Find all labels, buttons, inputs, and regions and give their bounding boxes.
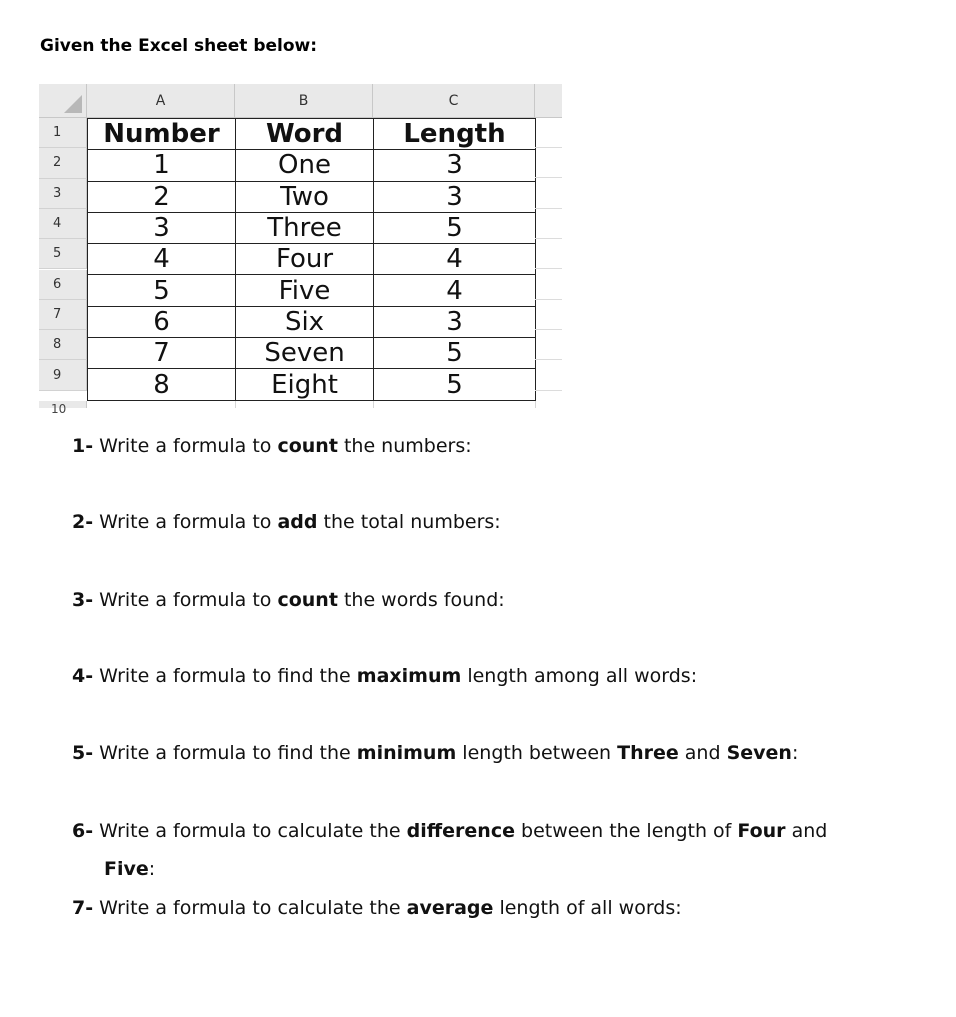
table-row [88,338,536,369]
question-6: 6- Write a formula to calculate the difference between the length of Four and Five: [72,820,828,880]
cell-word[interactable]: Six [236,306,374,337]
row-header: 9 [39,360,87,390]
select-all-triangle-icon [64,95,82,113]
cell-number[interactable]: 3 [88,212,236,243]
header-cell-word[interactable]: Word [236,119,374,150]
cell-length[interactable]: 5 [374,212,536,243]
column-header-c: C [373,84,535,118]
row-header: 6 [39,270,87,300]
question-5: 5- Write a formula to find the minimum length between Three and Seven: [72,742,799,764]
excel-sheet [39,84,562,416]
column-header-a: A [87,84,235,118]
cell-number[interactable]: 6 [88,306,236,337]
cell-length[interactable]: 4 [374,275,536,306]
question-1: 1- Write a formula to count the numbers: [72,435,472,457]
row-header: 8 [39,330,87,360]
row-header: 3 [39,179,87,209]
cell-number[interactable]: 8 [88,369,236,400]
table-row [88,212,536,243]
select-all-corner [39,84,87,118]
cell-number[interactable]: 5 [88,275,236,306]
cell-number[interactable]: 4 [88,244,236,275]
cell-length[interactable]: 3 [374,150,536,181]
table-row [88,369,536,400]
row-header: 5 [39,239,87,269]
cell-length[interactable]: 3 [374,306,536,337]
cell-word[interactable]: Eight [236,369,374,400]
cell-length[interactable]: 5 [374,369,536,400]
cell-length[interactable]: 3 [374,181,536,212]
table-row [88,244,536,275]
cell-number[interactable]: 2 [88,181,236,212]
cell-word[interactable]: One [236,150,374,181]
empty-column-gridlines [535,118,562,408]
table-header-row [88,119,536,150]
column-header-d-partial [535,84,562,118]
cell-word[interactable]: Four [236,244,374,275]
row-header: 4 [39,209,87,239]
question-3: 3- Write a formula to count the words found: [72,589,505,611]
table-row [88,306,536,337]
cell-word[interactable]: Seven [236,338,374,369]
row-10-partial [39,401,562,416]
question-4: 4- Write a formula to find the maximum length among all words: [72,665,698,687]
row-header: 7 [39,300,87,330]
table-row [88,150,536,181]
header-cell-length[interactable]: Length [374,119,536,150]
cell-length[interactable]: 5 [374,338,536,369]
cell-number[interactable]: 7 [88,338,236,369]
cell-number[interactable]: 1 [88,150,236,181]
table-row [88,181,536,212]
question-2: 2- Write a formula to add the total numbers: [72,511,501,533]
cell-word[interactable]: Two [236,181,374,212]
cell-word[interactable]: Five [236,275,374,306]
column-header-b: B [235,84,373,118]
cell-word[interactable]: Three [236,212,374,243]
header-cell-number[interactable]: Number [88,119,236,150]
intro-heading: Given the Excel sheet below: [40,36,318,56]
cell-length[interactable]: 4 [374,244,536,275]
table-row [88,275,536,306]
row-header: 2 [39,148,87,178]
data-table [87,118,536,401]
question-7: 7- Write a formula to calculate the average length of all words: [72,897,682,919]
row-header: 1 [39,118,87,148]
row-header: 10 [39,401,87,408]
